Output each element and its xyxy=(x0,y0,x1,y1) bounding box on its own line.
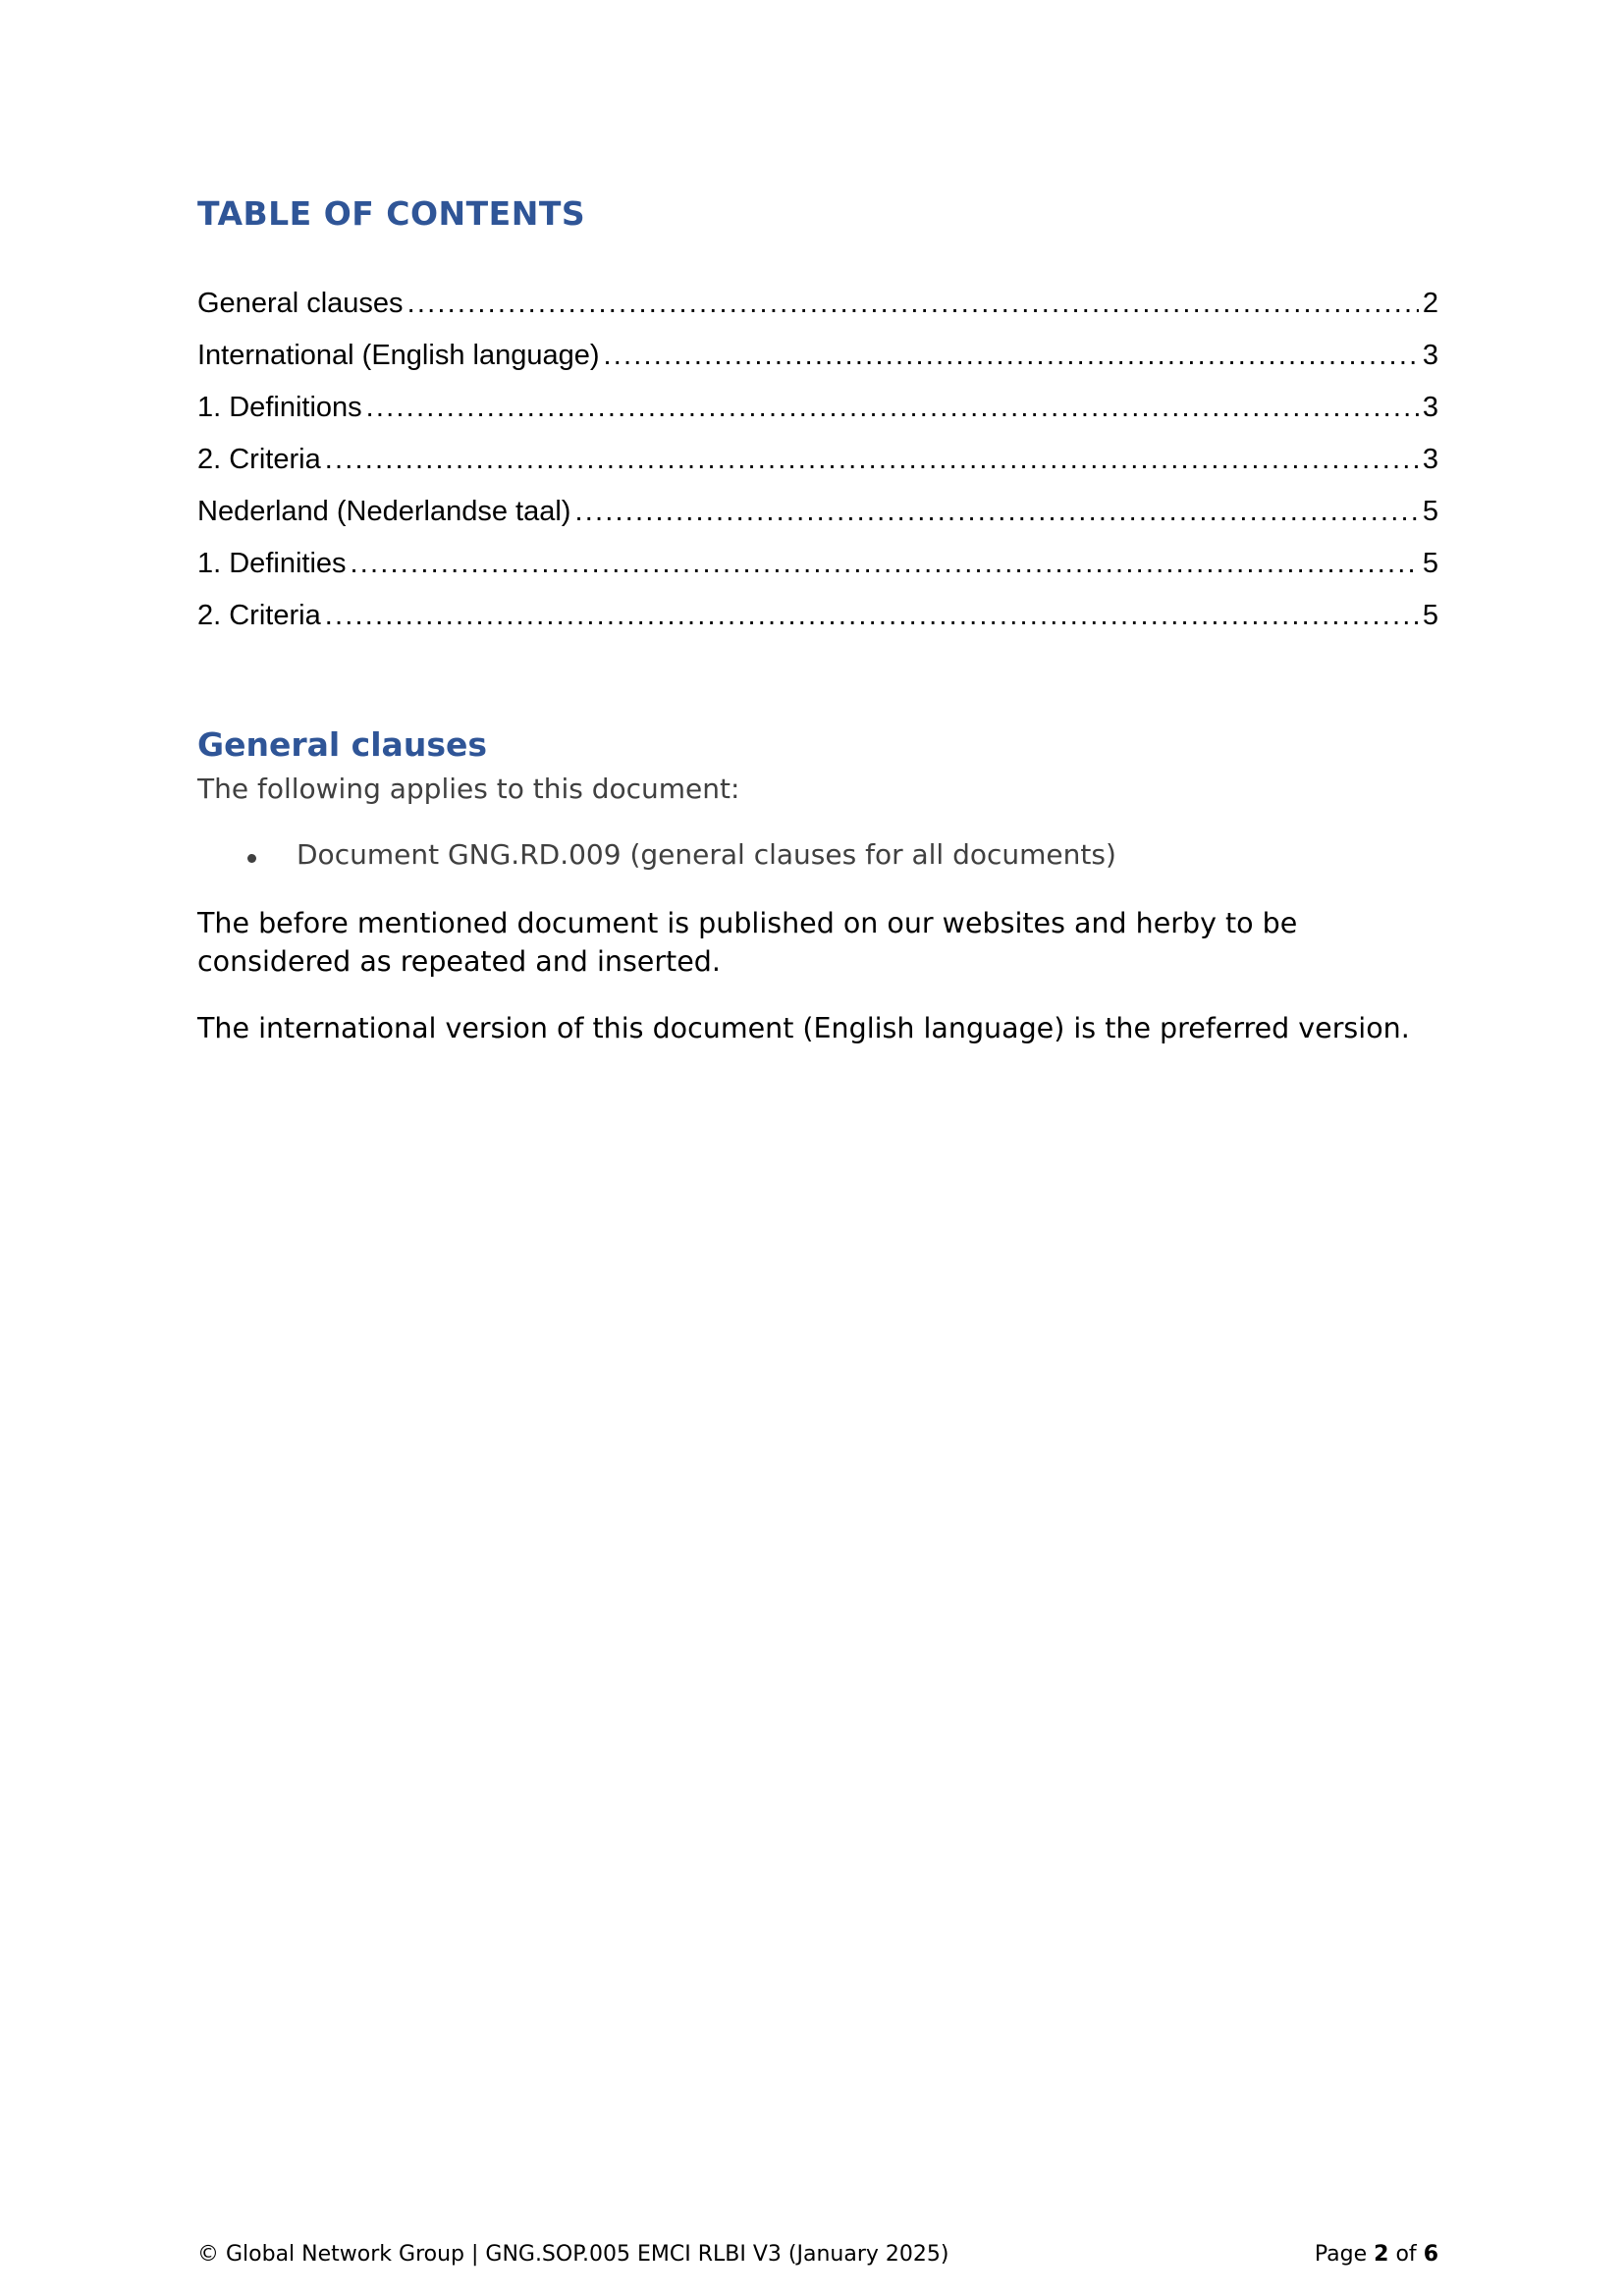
toc-entry-title: Nederland (Nederlandse taal) xyxy=(197,496,571,527)
bullet-icon xyxy=(247,854,256,863)
toc-dot-leader xyxy=(325,444,1419,476)
footer-page-number xyxy=(1315,2242,1438,2267)
toc-dot-leader xyxy=(351,548,1419,580)
general-clauses-heading: General clauses xyxy=(197,725,487,764)
toc-entry-title: International (English language) xyxy=(197,340,600,371)
toc-entry-title: 2. Criteria xyxy=(197,444,321,475)
toc-entry-criteria[interactable] xyxy=(197,444,1438,496)
toc-entry-international[interactable] xyxy=(197,340,1438,392)
toc-entry-definitions[interactable] xyxy=(197,392,1438,444)
toc-entry-page: 5 xyxy=(1422,496,1438,527)
general-clauses-paragraph-2: The international version of this document (English language) is the preferred version. xyxy=(197,1012,1410,1044)
toc-entry-page: 5 xyxy=(1422,548,1438,579)
toc-entry-page: 3 xyxy=(1422,444,1438,475)
toc-entry-title: 1. Definities xyxy=(197,548,347,579)
toc-dot-leader xyxy=(407,288,1419,320)
general-clauses-intro: The following applies to this document: xyxy=(197,773,740,805)
toc-dot-leader xyxy=(604,340,1419,372)
footer-copyright: © Global Network Group | GNG.SOP.005 EMCI RLBI V3 (January 2025) xyxy=(197,2242,949,2267)
toc-entry-title: General clauses xyxy=(197,288,404,319)
toc-entry-nederland[interactable] xyxy=(197,496,1438,548)
toc-entry-title: 1. Definitions xyxy=(197,392,362,423)
toc-entry-title: 2. Criteria xyxy=(197,600,321,631)
table-of-contents xyxy=(197,288,1438,652)
toc-dot-leader xyxy=(325,600,1419,632)
general-clauses-paragraph-1: The before mentioned document is published on our websites and herby to be considered as repeated and inserted. xyxy=(197,907,1298,978)
toc-entry-definities[interactable] xyxy=(197,548,1438,600)
toc-entry-page: 3 xyxy=(1422,340,1438,371)
footer-page-current: 2 xyxy=(1374,2242,1389,2267)
footer-page-label: Page xyxy=(1314,2242,1368,2267)
footer-page-total: 6 xyxy=(1423,2242,1438,2267)
bullet-text: Document GNG.RD.009 (general clauses for all documents) xyxy=(297,838,1116,871)
toc-heading: TABLE OF CONTENTS xyxy=(197,194,586,233)
toc-entry-page: 2 xyxy=(1422,288,1438,319)
page-footer xyxy=(197,2242,1438,2267)
general-clauses-bullet-list xyxy=(197,838,1116,871)
footer-page-of: of xyxy=(1395,2242,1417,2267)
toc-entry-page: 3 xyxy=(1422,392,1438,423)
list-item xyxy=(197,838,1116,871)
toc-entry-criteria-nl[interactable] xyxy=(197,600,1438,652)
toc-entry-page: 5 xyxy=(1422,600,1438,631)
toc-dot-leader xyxy=(366,392,1419,424)
toc-entry-general-clauses[interactable] xyxy=(197,288,1438,340)
toc-dot-leader xyxy=(574,496,1418,528)
